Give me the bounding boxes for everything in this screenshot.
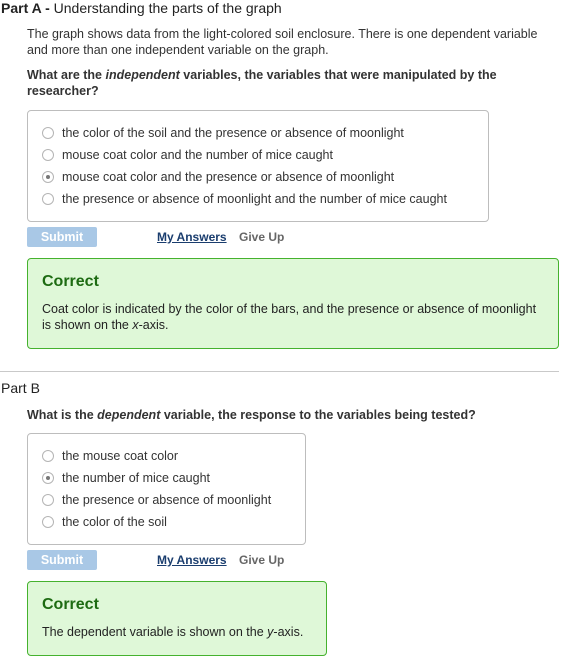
choice-label: the presence or absence of moonlight <box>62 493 272 507</box>
part-a-intro: The graph shows data from the light-colored soil enclosure. There is one dependent variable and more than one independent variable on the graph. <box>27 27 538 57</box>
feedback-text-2: -axis. <box>138 318 169 332</box>
part-b-label: Part B <box>1 380 40 396</box>
feedback-axis: y <box>267 625 274 639</box>
part-a-label: Part A - <box>1 0 50 16</box>
feedback-text <box>42 301 542 333</box>
radio-button[interactable] <box>42 193 54 205</box>
choice-label: the number of mice caught <box>62 471 210 485</box>
part-a-choices <box>27 110 489 222</box>
radio-button[interactable] <box>42 494 54 506</box>
part-b-question <box>27 407 547 423</box>
radio-button[interactable] <box>42 127 54 139</box>
part-a-question <box>27 67 547 99</box>
part-b-question-post: variable, the response to the variables being tested? <box>163 408 476 422</box>
part-b-submit-button[interactable]: Submit <box>27 550 97 570</box>
radio-button-selected[interactable] <box>42 472 54 484</box>
part-b-question-em: dependent <box>97 408 161 422</box>
part-a-choice-3[interactable] <box>42 167 394 187</box>
radio-button-selected[interactable] <box>42 171 54 183</box>
radio-button[interactable] <box>42 516 54 528</box>
part-b-feedback <box>27 581 327 656</box>
part-a-question-post: variables, the variables that were manipulated by the researcher? <box>27 68 497 98</box>
part-b-choice-4[interactable] <box>42 512 167 532</box>
part-a-submit-button[interactable]: Submit <box>27 227 97 247</box>
feedback-text <box>42 624 303 640</box>
feedback-title: Correct <box>42 273 99 290</box>
feedback-title: Correct <box>42 596 99 613</box>
part-a-choice-2[interactable] <box>42 145 333 165</box>
part-b-my-answers-link[interactable]: My Answers <box>157 553 227 567</box>
part-a-heading <box>1 0 282 16</box>
choice-label: the presence or absence of moonlight and the number of mice caught <box>62 192 447 206</box>
feedback-text-1: The dependent variable is shown on the <box>42 625 264 639</box>
choice-label: mouse coat color and the number of mice caught <box>62 148 333 162</box>
part-b-choice-2[interactable] <box>42 468 210 488</box>
part-a-title: Understanding the parts of the graph <box>53 0 282 16</box>
choice-label: mouse coat color and the presence or absence of moonlight <box>62 170 395 184</box>
part-a-choice-1[interactable] <box>42 123 404 143</box>
part-b-heading <box>1 380 40 396</box>
choice-label: the color of the soil and the presence or absence of moonlight <box>62 126 404 140</box>
section-divider <box>0 371 559 372</box>
part-a-feedback <box>27 258 559 349</box>
choice-label: the mouse coat color <box>62 449 179 463</box>
choice-label: the color of the soil <box>62 515 167 529</box>
part-b-choice-3[interactable] <box>42 490 271 510</box>
part-a-my-answers-link[interactable]: My Answers <box>157 230 227 244</box>
part-a-give-up-link[interactable]: Give Up <box>239 230 285 244</box>
part-a-choice-4[interactable] <box>42 189 447 209</box>
part-b-choices <box>27 433 306 545</box>
part-b-question-pre: What is the <box>27 408 94 422</box>
part-b-choice-1[interactable] <box>42 446 178 466</box>
feedback-text-2: -axis. <box>273 625 304 639</box>
part-a-question-pre: What are the <box>27 68 103 82</box>
feedback-text-1: Coat color is indicated by the color of the bars, and the presence or absence of moonlight is shown on the <box>42 302 537 332</box>
radio-button[interactable] <box>42 450 54 462</box>
part-b-give-up-link[interactable]: Give Up <box>239 553 285 567</box>
radio-button[interactable] <box>42 149 54 161</box>
feedback-axis: x <box>132 318 139 332</box>
part-a-question-em: independent <box>105 68 180 82</box>
